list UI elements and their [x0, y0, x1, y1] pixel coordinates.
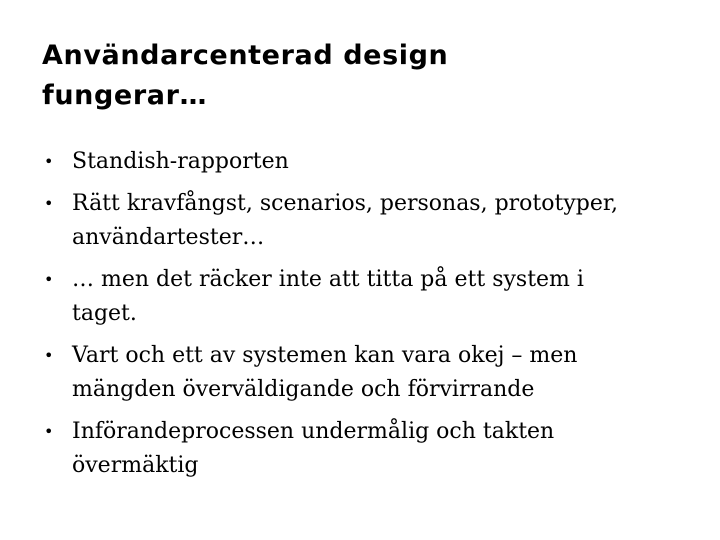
- bullet-text: Standish-rapporten: [72, 149, 289, 174]
- bullet-list: [44, 145, 684, 491]
- bullet-icon: •: [44, 152, 54, 171]
- bullet-item-not-enough: [44, 263, 632, 331]
- title-line-2: fungerar…: [42, 80, 208, 111]
- slide-title: [42, 36, 682, 116]
- bullet-text: … men det räcker inte att titta på ett system i taget.: [72, 267, 584, 326]
- bullet-item-standish: [44, 145, 684, 179]
- bullet-item-methods: [44, 187, 678, 255]
- bullet-icon: •: [44, 346, 54, 365]
- bullet-item-introduction: [44, 415, 632, 483]
- bullet-text: Införandeprocessen undermålig och takten övermäktig: [72, 419, 555, 478]
- bullet-icon: •: [44, 422, 54, 441]
- title-line-1: Användarcenterad design: [42, 40, 449, 71]
- bullet-icon: •: [44, 194, 54, 213]
- bullet-text: Rätt kravfångst, scenarios, personas, prototyper, användartester…: [72, 191, 618, 250]
- bullet-icon: •: [44, 270, 54, 289]
- bullet-text: Vart och ett av systemen kan vara okej – men mängden överväldigande och förvirrande: [72, 343, 578, 402]
- bullet-item-overwhelming: [44, 339, 662, 407]
